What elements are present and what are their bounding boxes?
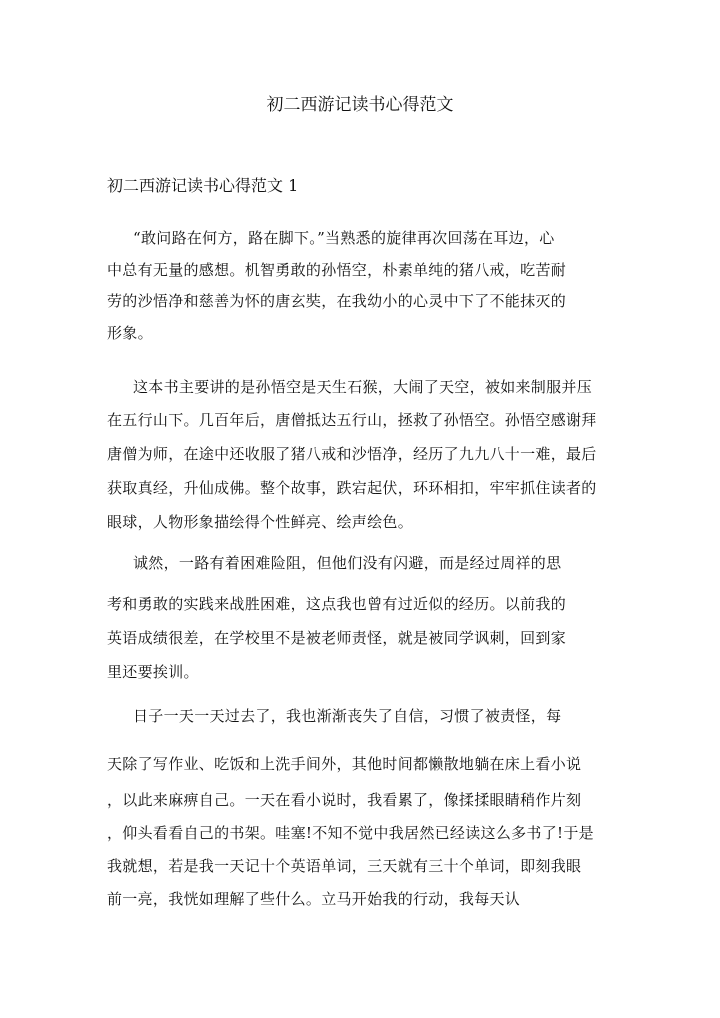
paragraph-line: 天除了写作业、吃饭和上洗手间外，其他时间都懒散地躺在床上看小说	[107, 755, 582, 773]
paragraph-line: 获取真经，升仙成佛。整个故事，跌宕起伏，环环相扣，牢牢抓住读者的	[107, 479, 597, 497]
paragraph-line: “敢问路在何方，路在脚下。”当熟悉的旋律再次回荡在耳边，心	[133, 229, 555, 247]
paragraph-line: 中总有无量的感想。机智勇敢的孙悟空，朴素单纯的猪八戒，吃苦耐	[107, 261, 567, 279]
paragraph-line: ，以此来麻痹自己。一天在看小说时，我看累了，像揉揉眼睛稍作片刻	[107, 791, 582, 809]
paragraph-line: 英语成绩很差，在学校里不是被老师责怪，就是被同学讽刺，回到家	[107, 629, 567, 647]
paragraph-line: 里还要挨训。	[107, 663, 199, 681]
paragraph-line: 唐僧为师，在途中还收服了猪八戒和沙悟净，经历了九九八十一难，最后	[107, 445, 597, 463]
paragraph-line: ，仰头看看自己的书架。哇塞!不知不觉中我居然已经读这么多书了!于是	[107, 824, 594, 842]
paragraph-line: 诚然，一路有着困难险阻，但他们没有闪避，而是经过周祥的思	[133, 554, 562, 572]
paragraph-line: 前一亮，我恍如理解了些什么。立马开始我的行动，我每天认	[107, 890, 521, 908]
paragraph-line: 形象。	[107, 324, 153, 342]
paragraph-line: 考和勇敢的实践来战胜困难，这点我也曾有过近似的经历。以前我的	[107, 595, 567, 613]
page-title: 初二西游记读书心得范文	[266, 95, 454, 115]
paragraph-line: 我就想，若是我一天记十个英语单词，三天就有三十个单词，即刻我眼	[107, 857, 582, 875]
paragraph-line: 劳的沙悟净和慈善为怀的唐玄奘，在我幼小的心灵中下了不能抹灭的	[107, 292, 567, 310]
section-heading: 初二西游记读书心得范文 1	[107, 176, 299, 195]
paragraph-line: 日子一天一天过去了，我也渐渐丧失了自信，习惯了被责怪，每	[133, 707, 562, 725]
paragraph-line: 眼球，人物形象描绘得个性鲜亮、绘声绘色。	[107, 513, 414, 531]
paragraph-line: 在五行山下。几百年后，唐僧抵达五行山，拯救了孙悟空。孙悟空感谢拜	[107, 411, 597, 429]
paragraph-line: 这本书主要讲的是孙悟空是天生石猴，大闹了天空，被如来制服并压	[133, 378, 593, 396]
